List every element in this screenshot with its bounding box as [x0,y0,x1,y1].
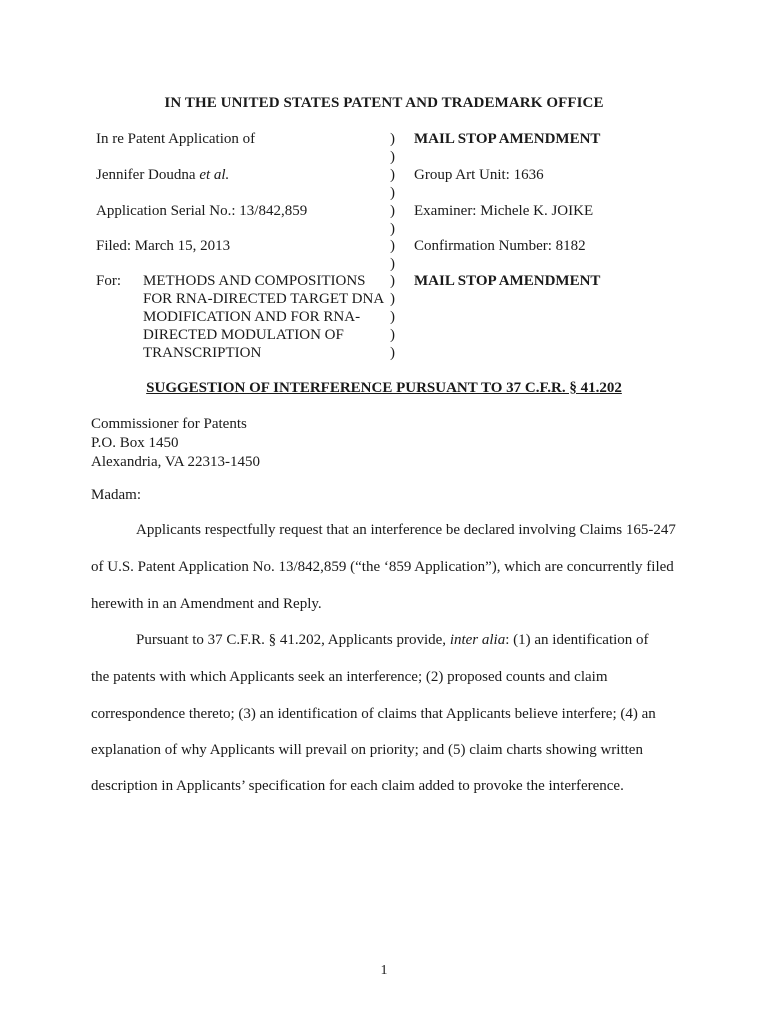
confirmation-number: Confirmation Number: 8182 [414,238,586,254]
caption-paren: ) [390,167,395,183]
paragraph-line: description in Applicants’ specification for each claim added to provoke the interference. [91,778,624,794]
address-line: P.O. Box 1450 [91,435,179,451]
paragraph-line: explanation of why Applicants will prevail on priority; and (5) claim charts showing written [91,742,643,758]
caption-paren: ) [390,221,395,237]
group-art-unit: Group Art Unit: 1636 [414,167,544,183]
paragraph-line: correspondence thereto; (3) an identification of claims that Applicants believe interfere; (4) an [91,706,656,722]
application-title [143,272,384,362]
inventor-suffix: et al. [199,167,230,183]
paragraph-line: the patents with which Applicants seek an interference; (2) proposed counts and claim [91,669,608,685]
caption-paren: ) [390,256,395,272]
title-line: DIRECTED MODULATION OF [143,327,344,343]
title-line: MODIFICATION AND FOR RNA- [143,309,361,325]
caption-paren: ) [390,131,395,147]
caption-paren: ) [390,327,395,343]
suggestion-title: SUGGESTION OF INTERFERENCE PURSUANT TO 37 C.F.R. § 41.202 [146,380,622,396]
inventor-line [96,166,229,184]
salutation: Madam: [91,487,141,503]
latin-phrase: inter alia [449,632,506,648]
filed-date-line: Filed: March 15, 2013 [96,238,231,254]
caption-paren: ) [390,238,395,254]
address-line: Commissioner for Patents [91,416,247,432]
caption-paren: ) [390,309,395,325]
mailing-address [91,415,260,472]
mail-stop-label: MAIL STOP AMENDMENT [414,131,601,147]
caption-paren: ) [390,149,395,165]
serial-number-line: Application Serial No.: 13/842,859 [96,203,308,219]
paragraph-line: herewith in an Amendment and Reply. [91,596,322,612]
title-line: FOR RNA-DIRECTED TARGET DNA [143,291,385,307]
inventor-name: Jennifer Doudna [96,167,196,183]
caption-paren: ) [390,345,395,361]
text-span: Pursuant to 37 C.F.R. § 41.202, Applicants provide, [136,632,450,648]
address-line: Alexandria, VA 22313-1450 [91,454,261,470]
for-label: For: [96,273,122,289]
document-heading: IN THE UNITED STATES PATENT AND TRADEMARK OFFICE [164,95,604,111]
paragraph-line [136,632,649,649]
examiner: Examiner: Michele K. JOIKE [414,203,594,219]
title-line: METHODS AND COMPOSITIONS [143,273,366,289]
text-span: : (1) an identification of [505,632,649,648]
page-number: 1 [380,963,388,978]
paragraph-line: of U.S. Patent Application No. 13/842,859 (“the ‘859 Application”), which are concurrently filed [91,559,674,575]
paragraph-line: Applicants respectfully request that an interference be declared involving Claims 165-247 [136,522,676,538]
title-line: TRANSCRIPTION [143,345,262,361]
caption-paren: ) [390,185,395,201]
in-re-line: In re Patent Application of [96,131,256,147]
mail-stop-label: MAIL STOP AMENDMENT [414,273,601,289]
caption-paren: ) [390,291,395,307]
caption-paren: ) [390,273,395,289]
caption-paren: ) [390,203,395,219]
